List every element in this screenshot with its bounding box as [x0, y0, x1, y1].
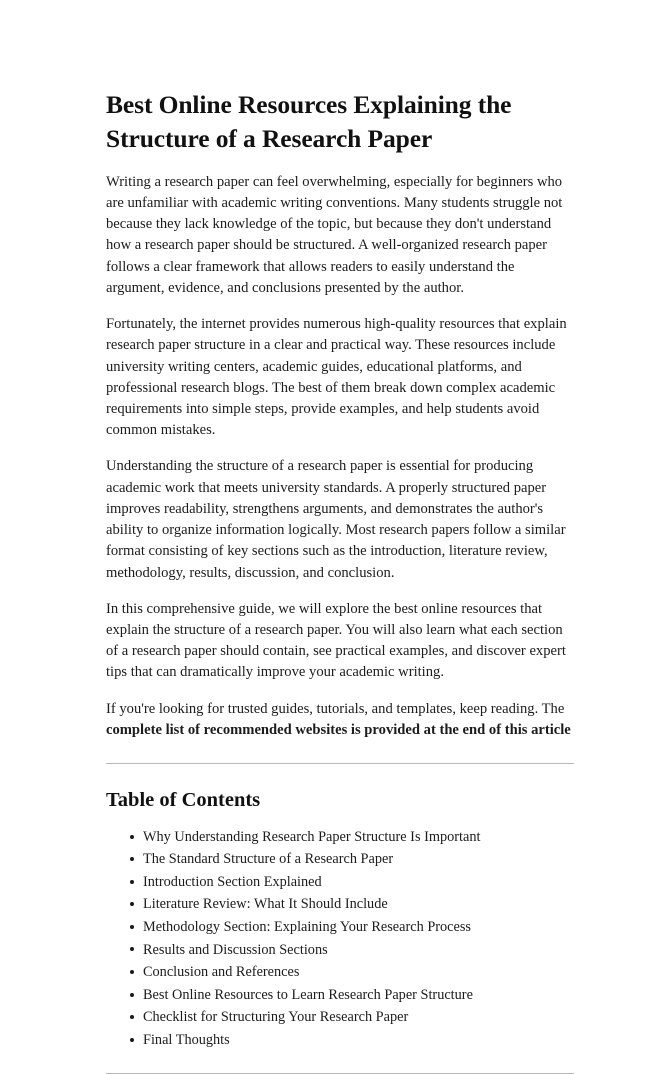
- list-item[interactable]: [130, 961, 574, 984]
- list-item-label: Methodology Section: Explaining Your Research Process: [143, 919, 471, 935]
- list-item[interactable]: [130, 871, 574, 894]
- list-item-label: Literature Review: What It Should Include: [143, 896, 388, 913]
- list-item[interactable]: [130, 848, 574, 871]
- bullet-icon: [130, 835, 134, 839]
- list-item-label: Checklist for Structuring Your Research Paper: [143, 1009, 409, 1026]
- bullet-icon: [130, 970, 134, 974]
- body-paragraph-4: In this comprehensive guide, we will explore the best online resources that explain the structure of a research paper. You will also learn what each section of a research paper should contain, see practical examples, and discover expert tips that can dramatically improve your academic writing.: [106, 600, 566, 681]
- list-item-label: Conclusion and References: [143, 964, 300, 981]
- list-item[interactable]: [130, 939, 574, 962]
- list-item-label: Why Understanding Research Paper Structure Is Important: [143, 828, 481, 845]
- bullet-icon: [130, 993, 134, 997]
- bullet-icon: [130, 902, 134, 906]
- list-item[interactable]: [130, 984, 574, 1007]
- list-item-label: Best Online Resources to Learn Research Paper Structure: [143, 986, 473, 1003]
- table-of-contents-list: [106, 826, 574, 1052]
- list-item-label: Introduction Section Explained: [143, 873, 322, 890]
- table-of-contents-heading: Table of Contents: [106, 789, 261, 812]
- list-item-label: Results and Discussion Sections: [143, 941, 328, 958]
- closing-paragraph: [106, 699, 574, 741]
- list-item[interactable]: [130, 1029, 574, 1052]
- body-paragraph-2: Fortunately, the internet provides numerous high-quality resources that explain research paper structure in a clear and practical way. These resources include university writing centers, academic guides, educational platforms, and professional research blogs. The best of them break down complex academic requirements into simple steps, provide examples, and help students avoid common mistakes.: [106, 316, 567, 439]
- bullet-icon: [130, 925, 134, 929]
- bullet-icon: [130, 857, 134, 861]
- bullet-icon: [130, 880, 134, 884]
- document-content: [106, 88, 574, 1074]
- list-item[interactable]: [130, 1006, 574, 1029]
- body-paragraph-3: Understanding the structure of a research paper is essential for producing academic work that meets university standards. A properly structured paper improves readability, strengthens arguments, and demonstrates the author's ability to organize information logically. Most research papers follow a similar format consisting of key sections such as the introduction, literature review, methodology, results, discussion, and conclusion.: [106, 458, 566, 581]
- body-paragraph-1: Writing a research paper can feel overwhelming, especially for beginners who are unfamiliar with academic writing conventions. Many students struggle not because they lack knowledge of the topic, but because they don't understand how a research paper should be structured. A well-organized research paper follows a clear framework that allows readers to easily understand the argument, evidence, and conclusions presented by the author.: [106, 173, 563, 296]
- list-item[interactable]: [130, 826, 574, 849]
- section-divider-top: [106, 763, 574, 764]
- bullet-icon: [130, 1038, 134, 1042]
- list-item-label: The Standard Structure of a Research Paper: [143, 851, 394, 868]
- closing-paragraph-text: If you're looking for trusted guides, tutorials, and templates, keep reading. The: [106, 700, 565, 717]
- list-item[interactable]: [130, 916, 574, 939]
- closing-paragraph-emphasis: complete list of recommended websites is provided at the end of this article: [106, 721, 571, 738]
- list-item-label: Final Thoughts: [143, 1031, 230, 1048]
- bullet-icon: [130, 947, 134, 951]
- bullet-icon: [130, 1015, 134, 1019]
- list-item[interactable]: [130, 893, 574, 916]
- page-title: Best Online Resources Explaining the Structure of a Research Paper: [106, 90, 512, 153]
